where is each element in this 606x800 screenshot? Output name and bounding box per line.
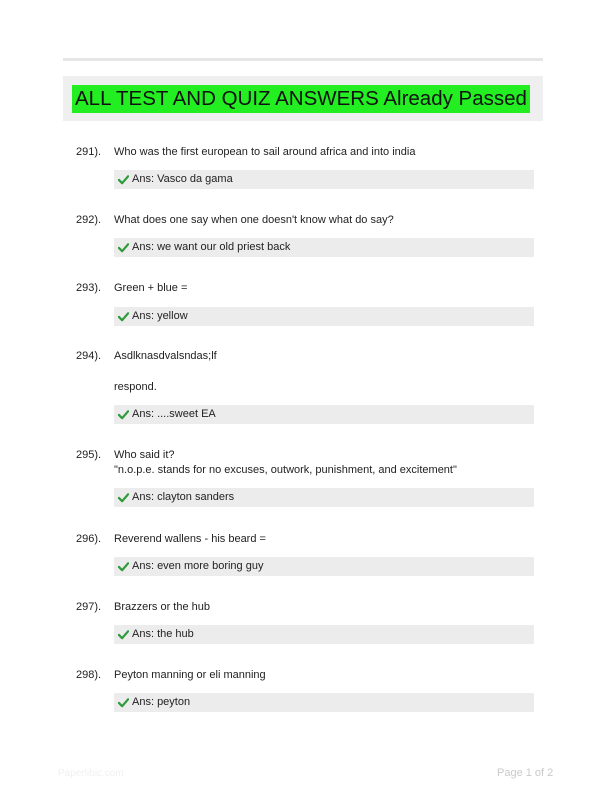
watermark-source: Paperlibic.com xyxy=(58,768,124,779)
question-line: Brazzers or the hub xyxy=(114,601,210,613)
answer-box xyxy=(114,693,534,712)
checkmark-icon xyxy=(118,629,129,640)
checkmark-icon xyxy=(118,174,129,185)
answer-box xyxy=(114,625,534,644)
question-line: Who was the first european to sail around africa and into india xyxy=(114,146,416,158)
answer-box xyxy=(114,307,534,326)
question-number: 296). xyxy=(76,533,102,545)
question-number: 294). xyxy=(76,350,102,362)
question-line: "n.o.p.e. stands for no excuses, outwork, punishment, and excitement" xyxy=(114,464,457,476)
answer-text: Ans: ....sweet EA xyxy=(132,408,216,420)
question-text xyxy=(114,600,534,615)
question-line: Green + blue = xyxy=(114,282,188,294)
checkmark-icon xyxy=(118,697,129,708)
question-line: respond. xyxy=(114,381,157,393)
answer-text: Ans: we want our old priest back xyxy=(132,241,291,253)
question-number: 292). xyxy=(76,214,102,226)
answer-text: Ans: clayton sanders xyxy=(132,491,235,503)
question-line: Who said it? xyxy=(114,449,175,461)
answer-text: Ans: Vasco da gama xyxy=(132,173,233,185)
question-text xyxy=(114,532,534,547)
answer-box xyxy=(114,488,534,507)
answer-text: Ans: the hub xyxy=(132,628,194,640)
question-number: 295). xyxy=(76,449,102,461)
question-line: What does one say when one doesn't know what do say? xyxy=(114,214,394,226)
answer-box xyxy=(114,170,534,189)
checkmark-icon xyxy=(118,409,129,420)
question-line: Asdlknasdvalsndas;lf xyxy=(114,350,217,362)
top-divider xyxy=(63,58,543,61)
question-number: 293). xyxy=(76,282,102,294)
question-number: 291). xyxy=(76,146,102,158)
question-number: 298). xyxy=(76,669,102,681)
checkmark-icon xyxy=(118,561,129,572)
answer-text: Ans: yellow xyxy=(132,310,188,322)
question-text xyxy=(114,213,534,228)
page-title: ALL TEST AND QUIZ ANSWERS Already Passed xyxy=(72,85,530,113)
question-text xyxy=(114,448,534,478)
question-text xyxy=(114,349,534,395)
checkmark-icon xyxy=(118,242,129,253)
question-text xyxy=(114,668,534,683)
answer-box xyxy=(114,405,534,424)
question-text xyxy=(114,281,534,296)
question-line: Peyton manning or eli manning xyxy=(114,669,266,681)
answer-text: Ans: peyton xyxy=(132,696,191,708)
question-line: Reverend wallens - his beard = xyxy=(114,533,266,545)
checkmark-icon xyxy=(118,311,129,322)
header-banner xyxy=(63,76,543,121)
question-text xyxy=(114,145,534,160)
question-number: 297). xyxy=(76,601,102,613)
answer-box xyxy=(114,238,534,257)
answer-box xyxy=(114,557,534,576)
checkmark-icon xyxy=(118,492,129,503)
page-indicator: Page 1 of 2 xyxy=(497,767,554,779)
answer-text: Ans: even more boring guy xyxy=(132,560,264,572)
